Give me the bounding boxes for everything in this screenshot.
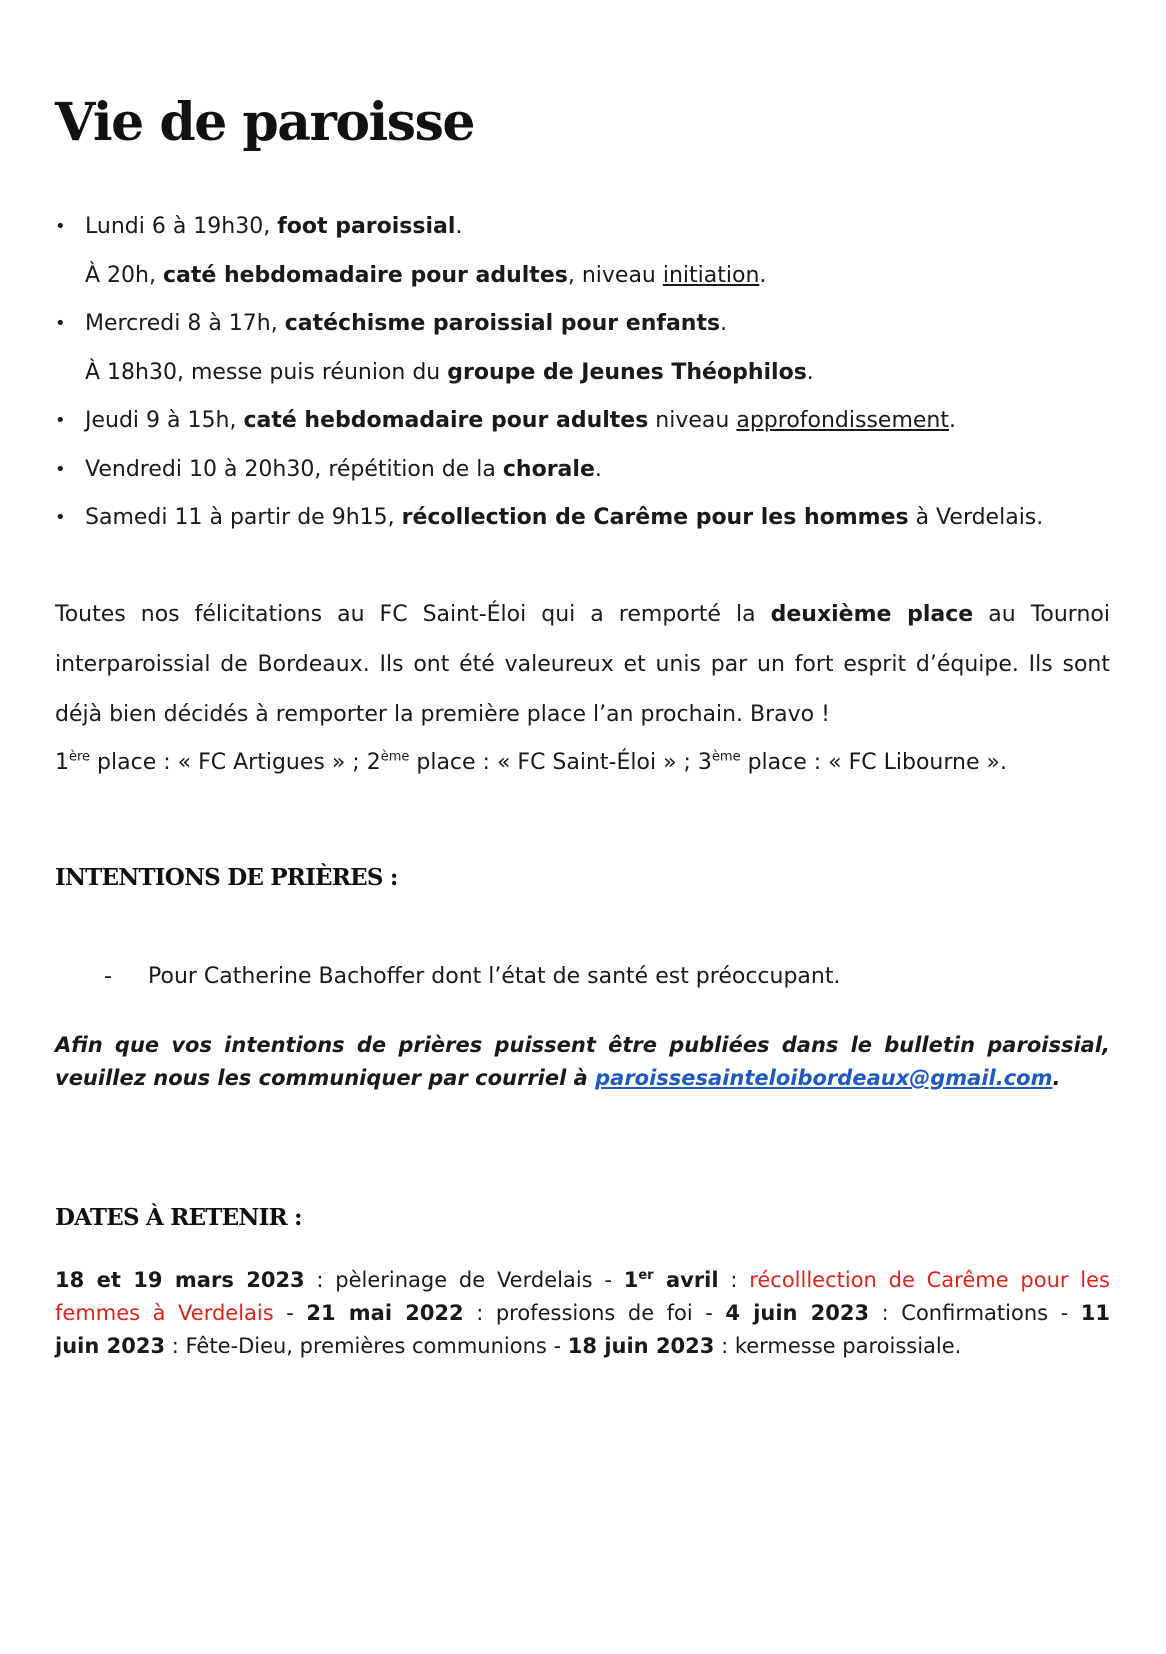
schedule-item [85,261,766,291]
schedule-activity: caté hebdomadaire pour adultes [243,408,649,433]
schedule-text: , niveau [567,263,663,288]
schedule-item [85,309,727,339]
schedule-text: niveau [648,408,737,433]
schedule-text: Jeudi 9 à 15h, [85,408,244,433]
rank-text: place : « FC Saint-Éloi » ; [409,750,698,775]
date-value: 11 [1080,1301,1110,1325]
congrats-paragraph [55,600,1110,778]
dates-heading: DATES À RETENIR : [55,1204,302,1231]
schedule-text: . [594,457,602,482]
date-value: 18 et 19 mars 2023 [55,1268,305,1292]
date-event: : pèlerinage de Verdelais - [304,1268,624,1292]
page-title: Vie de paroisse [55,92,474,153]
prayers-note-line [55,1062,1110,1095]
date-separator: : [718,1268,750,1292]
prayers-note-text: veuillez nous les communiquer par courriel à [55,1066,596,1090]
email-link[interactable]: paroissesainteloibordeaux@gmail.com [595,1066,1053,1090]
prayers-note-text: . [1052,1066,1061,1090]
rank-number: 3 [697,750,712,775]
prayers-heading: INTENTIONS DE PRIÈRES : [55,864,398,891]
date-value: juin 2023 [55,1334,166,1358]
date-value: 18 juin 2023 [567,1334,715,1358]
date-event-highlight: récolllection de Carême pour les [749,1268,1110,1292]
schedule-item [85,358,814,388]
schedule-activity: foot paroissial [277,214,456,239]
dates-line [55,1297,1110,1330]
date-value: avril [653,1268,719,1292]
schedule-level: initiation [662,263,760,288]
bullet-icon: • [55,410,66,431]
rank-suffix: ème [380,749,410,765]
schedule-activity: groupe de Jeunes Théophilos [447,360,807,385]
schedule-activity: catéchisme paroissial pour enfants [284,311,721,336]
rank-number: 2 [366,750,381,775]
schedule-text: . [949,408,956,433]
schedule-item [85,212,462,242]
schedule-item [85,503,1043,533]
schedule-text: Mercredi 8 à 17h, [85,311,285,336]
schedule-text: . [806,360,814,385]
date-value: 1 [623,1268,639,1292]
schedule-activity: caté hebdomadaire pour adultes [162,263,568,288]
date-event-highlight: femmes à Verdelais [55,1301,274,1325]
rank-text: place : « FC Libourne ». [740,750,1007,775]
date-value: 4 juin 2023 [725,1301,870,1325]
rank-suffix: ère [69,749,91,765]
schedule-text: À 18h30, messe puis réunion du [85,360,448,385]
bullet-icon: • [55,459,66,480]
schedule-text: À 20h, [85,263,163,288]
schedule-text: . [759,263,767,288]
rank-suffix: ème [711,749,741,765]
congrats-line [55,600,1110,650]
bullet-icon: • [55,313,66,334]
date-value: 21 mai 2022 [306,1301,464,1325]
date-event: : kermesse paroissiale. [714,1334,962,1358]
date-event: : Fête-Dieu, premières communions - [165,1334,568,1358]
prayer-item: Pour Catherine Bachoffer dont l’état de santé est préoccupant. [148,964,841,989]
schedule-text: . [720,311,728,336]
schedule-activity: récollection de Carême pour les hommes [401,505,909,530]
schedule-item [85,406,956,436]
date-suffix: er [638,1268,654,1283]
prayers-note-line: Afin que vos intentions de prières puissent être publiées dans le bulletin paroissial, [55,1033,1110,1057]
prayers-note [55,1029,1110,1095]
schedule-text: Vendredi 10 à 20h30, répétition de la [85,457,503,482]
schedule-text: Lundi 6 à 19h30, [85,214,278,239]
date-separator: - [273,1301,307,1325]
date-event: : professions de foi - [463,1301,726,1325]
dash-bullet: - [104,964,112,989]
dates-line [55,1330,1110,1363]
schedule-text: Samedi 11 à partir de 9h15, [85,505,402,530]
schedule-activity: chorale [502,457,595,482]
dates-line [55,1264,1110,1297]
bullet-icon: • [55,216,66,237]
congrats-line: déjà bien décidés à remporter la première place l’an prochain. Bravo ! [55,702,830,727]
congrats-text: Toutes nos félicitations au FC Saint-Éloi qui a remporté la [55,602,771,627]
schedule-item [85,455,602,485]
ranking-line [55,748,1110,778]
congrats-line: interparoissial de Bordeaux. Ils ont été valeureux et unis par un fort esprit d’équipe. Ils sont [55,652,1110,677]
date-event: : Confirmations - [869,1301,1081,1325]
congrats-text: au Tournoi [973,602,1110,627]
schedule-text: à Verdelais. [908,505,1044,530]
dates-paragraph [55,1264,1110,1363]
bullet-icon: • [55,507,66,528]
schedule-text: . [455,214,463,239]
congrats-highlight: deuxième place [770,602,974,627]
schedule-level: approfondissement [736,408,949,433]
rank-text: place : « FC Artigues » ; [90,750,367,775]
rank-number: 1 [55,750,69,775]
